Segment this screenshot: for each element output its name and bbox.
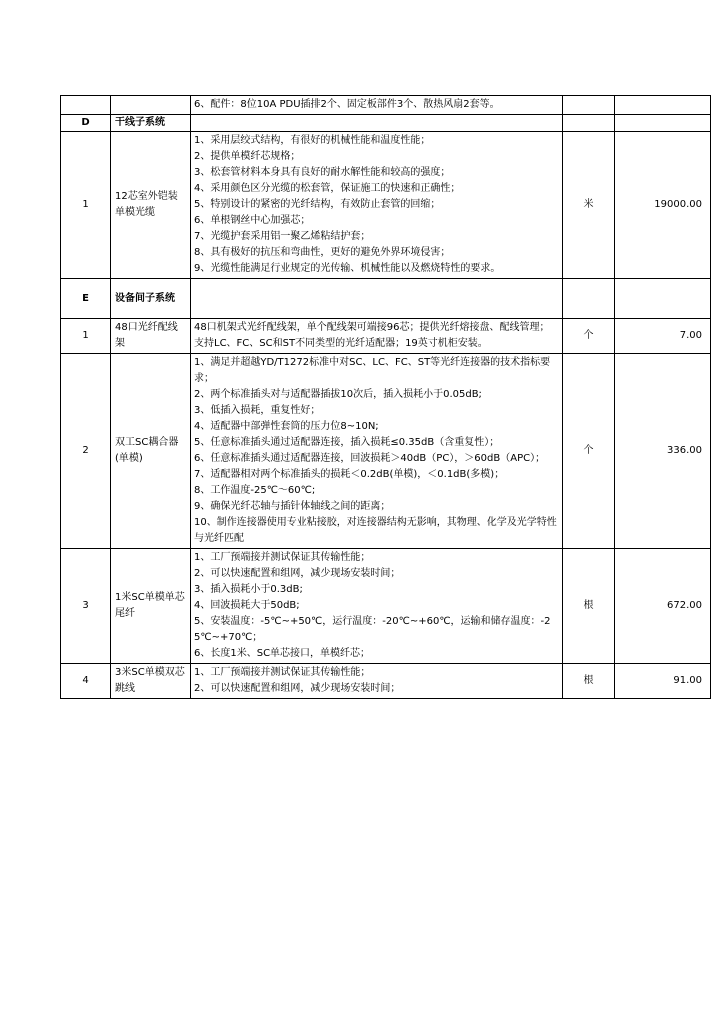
item-name: 3米SC单模双芯跳线 — [111, 664, 191, 699]
description-line: 4、回波损耗大于50dB; — [194, 600, 300, 611]
qty-cell — [615, 279, 711, 319]
description-line: 10、制作连接器使用专业粘接胶，对连接器结构无影响，其物理、化学及光学特性与光纤匹配 — [194, 517, 557, 544]
description-line: 6、任意标准插头通过适配器连接，回波损耗＞40dB（PC），＞60dB（APC）； — [194, 453, 546, 464]
item-description — [191, 96, 563, 115]
quantity-cell — [615, 96, 711, 115]
item-name: 48口光纤配线架 — [111, 319, 191, 354]
description-line: 3、插入损耗小于0.3dB; — [194, 584, 303, 595]
item-description — [191, 354, 563, 549]
description-line: 2、提供单模纤芯规格； — [194, 151, 301, 162]
item-description — [191, 319, 563, 354]
quantity-cell: 672.00 — [615, 549, 711, 664]
table-row — [61, 319, 711, 354]
item-description — [191, 549, 563, 664]
description-line: 1、工厂预端接并测试保证其传输性能； — [194, 552, 371, 563]
item-description — [191, 132, 563, 279]
quantity-cell: 91.00 — [615, 664, 711, 699]
quantity-cell: 336.00 — [615, 354, 711, 549]
description-line: 1、采用层绞式结构，有很好的机械性能和温度性能； — [194, 135, 431, 146]
description-line: 5、安装温度：-5℃~+50℃，运行温度：-20℃~+60℃，运输和储存温度：-25℃~+70℃； — [194, 616, 551, 643]
table-row — [61, 549, 711, 664]
item-name — [111, 96, 191, 115]
section-row — [61, 115, 711, 132]
description-line: 2、两个标准插头对与适配器插拔10次后，插入损耗小于0.05dB; — [194, 389, 482, 400]
quantity-cell: 7.00 — [615, 319, 711, 354]
description-line: 6、配件：8位10A PDU插排2个、固定板部件3个、散热风扇2套等。 — [194, 99, 500, 110]
description-line: 7、适配器相对两个标准插头的损耗＜0.2dB(单模)，＜0.1dB(多模)； — [194, 469, 505, 480]
table-row — [61, 354, 711, 549]
description-line: 5、任意标准插头通过适配器连接，插入损耗≤0.35dB（含重复性）； — [194, 437, 500, 448]
qty-cell — [615, 115, 711, 132]
section-title: 设备间子系统 — [111, 279, 191, 319]
description-line: 8、工作温度-25℃～60℃; — [194, 485, 316, 496]
section-title: 干线子系统 — [111, 115, 191, 132]
description-line: 5、特别设计的紧密的光纤结构，有效防止套管的回缩； — [194, 199, 441, 210]
unit-cell — [563, 96, 615, 115]
description-line: 8、具有极好的抗压和弯曲性，更好的避免外界环境侵害； — [194, 247, 451, 258]
description-line: 4、采用颜色区分光缆的松套管，保证施工的快速和正确性； — [194, 183, 461, 194]
table-row — [61, 132, 711, 279]
row-number: 3 — [61, 549, 111, 664]
row-number: 4 — [61, 664, 111, 699]
item-name: 1米SC单模单芯尾纤 — [111, 549, 191, 664]
description-line: 48口机架式光纤配线架，单个配线架可端接96芯；提供光纤熔接盘、配线管理；支持LC、FC、SC和ST不同类型的光纤适配器；19英寸机柜安装。 — [194, 322, 550, 349]
row-number: 1 — [61, 132, 111, 279]
description-line: 6、长度1米、SC单芯接口，单模纤芯； — [194, 648, 371, 659]
row-number: D — [61, 115, 111, 132]
description-line: 2、可以快速配置和组网，减少现场安装时间； — [194, 683, 401, 694]
unit-cell: 根 — [563, 549, 615, 664]
table-body — [61, 96, 711, 699]
unit-cell — [563, 279, 615, 319]
unit-cell: 米 — [563, 132, 615, 279]
unit-cell — [563, 115, 615, 132]
description-line: 1、工厂预端接并测试保证其传输性能； — [194, 667, 371, 678]
description-line: 3、低插入损耗，重复性好； — [194, 405, 321, 416]
table-row — [61, 96, 711, 115]
row-number: 2 — [61, 354, 111, 549]
item-name: 双工SC耦合器(单模) — [111, 354, 191, 549]
unit-cell: 个 — [563, 319, 615, 354]
quantity-cell: 19000.00 — [615, 132, 711, 279]
unit-cell: 个 — [563, 354, 615, 549]
desc-cell — [191, 279, 563, 319]
table-row — [61, 664, 711, 699]
desc-cell — [191, 115, 563, 132]
row-number: E — [61, 279, 111, 319]
description-line: 6、单根钢丝中心加强芯； — [194, 215, 311, 226]
description-line: 9、确保光纤芯轴与插针体轴线之间的距离； — [194, 501, 391, 512]
unit-cell: 根 — [563, 664, 615, 699]
section-row — [61, 279, 711, 319]
bill-of-materials-table — [60, 95, 711, 699]
description-line: 9、光缆性能满足行业规定的光传输、机械性能以及燃烧特性的要求。 — [194, 263, 501, 274]
row-number: 1 — [61, 319, 111, 354]
item-description — [191, 664, 563, 699]
description-line: 2、可以快速配置和组网，减少现场安装时间； — [194, 568, 401, 579]
description-line: 7、光缆护套采用铝一聚乙烯粘结护套； — [194, 231, 371, 242]
description-line: 4、适配器中部弹性套筒的压力位8~10N; — [194, 421, 379, 432]
description-line: 1、满足并超越YD/T1272标准中对SC、LC、FC、ST等光纤连接器的技术指标要求； — [194, 357, 551, 384]
description-line: 3、松套管材料本身具有良好的耐水解性能和较高的强度； — [194, 167, 451, 178]
row-number — [61, 96, 111, 115]
item-name: 12芯室外铠装单模光缆 — [111, 132, 191, 279]
